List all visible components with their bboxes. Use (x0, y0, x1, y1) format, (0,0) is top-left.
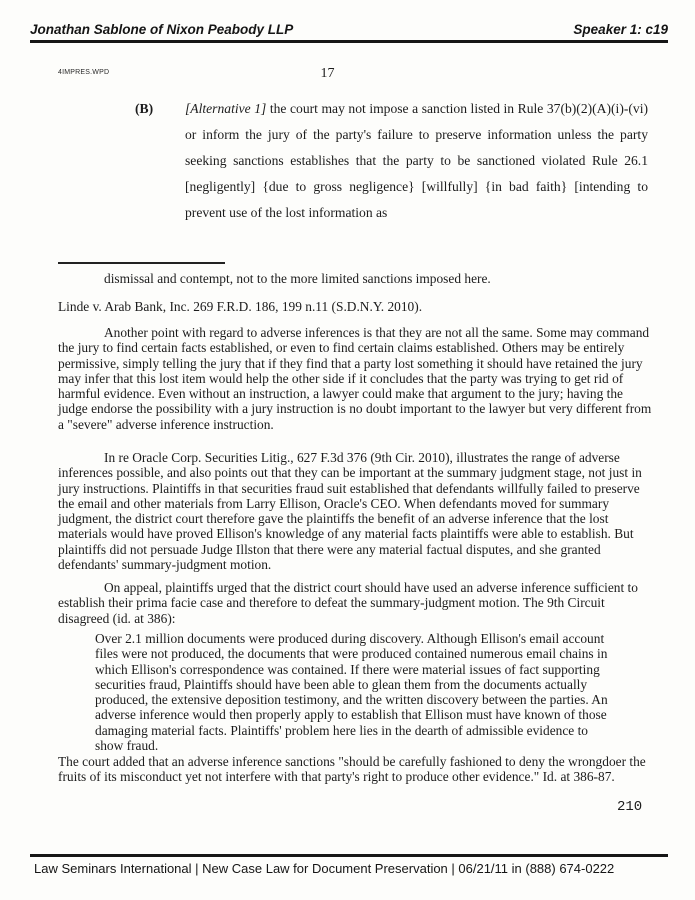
page-footer: Law Seminars International | New Case Law for Document Preservation | 06/21/11 in (888) 674-0222 (34, 861, 615, 876)
footnote-separator (58, 262, 225, 264)
document-stamp: 4IMPRES.WPD (58, 69, 110, 76)
block-quote: Over 2.1 million documents were produced during discovery. Although Ellison's email account files were not produced, the documents that were produced contained numerous email chains in which Ellison's correspondence was contained. If there were material issues of fact supporting securities fraud, Plaintiffs should have been able to glean them from the documents actually produced, the extensive deposition testimony, and the written discovery between the parties. An adverse inference would then properly apply to establish that Ellison must have known of those damaging material facts. Plaintiffs' problem here lies in the dearth of admissible evidence to show fraud. (95, 631, 608, 754)
body-paragraph-3: On appeal, plaintiffs urged that the district court should have used an adverse inference sufficient to establish their prima facie case and therefore to defeat the summary-judgment motion. The 9th Circuit disagreed (id. at 386): (58, 580, 638, 626)
body-paragraph-2: In re Oracle Corp. Securities Litig., 627 F.3d 376 (9th Cir. 2010), illustrates the range of adverse inferences possible, and also points out that they can be important at the summary judgment stage, not just in jury instructions. Plaintiffs in that securities fraud suit established that defendants willfully failed to preserve the email and other materials from Larry Ellison, Oracle's CEO. When defendants moved for summary judgment, the district court therefore gave the plaintiffs the benefit of an adverse inference that the lost materials would have proved Ellison's knowledge of any material facts plaintiffs were able to establish. But plaintiffs did not persuade Judge Illston that there were any material factual disputes, and she granted defendants' summary-judgment motion. (58, 450, 642, 573)
page-number-top: 17 (320, 66, 335, 81)
outline-lead-italic: [Alternative 1] (185, 101, 267, 116)
outline-text: the court may not impose a sanction listed in Rule 37(b)(2)(A)(i)-(vi) or inform the jury of the party's failure to preserve information unless the party seeking sanctions establishes that the party to be sanctioned violated Rule 26.1 [negligently] {due to gross negligence} [willfully] {in bad faith} [intending to prevent use of the lost information as (185, 101, 649, 220)
header-divider (30, 40, 668, 43)
footnote-text: dismissal and contempt, not to the more limited sanctions imposed here. (104, 271, 491, 286)
page-header (30, 22, 668, 37)
closing-paragraph: The court added that an adverse inference sanctions "should be carefully fashioned to deny the wrongdoer the fruits of its misconduct yet not interfere with that party's right to produce other evidence." Id. at 386-87. (58, 754, 646, 785)
outline-body (185, 96, 648, 226)
header-speaker-label: Speaker 1: c19 (573, 22, 668, 37)
footer-divider (30, 854, 668, 857)
outline-item-b (135, 96, 648, 226)
footnote-citation: Linde v. Arab Bank, Inc. 269 F.R.D. 186, 199 n.11 (S.D.N.Y. 2010). (58, 299, 423, 314)
header-author: Jonathan Sablone of Nixon Peabody LLP (30, 22, 294, 37)
outline-label: (B) (135, 101, 154, 116)
body-paragraph-1: Another point with regard to adverse inferences is that they are not all the same. Some may command the jury to find certain facts established, or even to find certain claims established. Others may be entirely permissive, simply telling the jury that if they find that a party lost something it should have retained the jury may infer that this lost item would help the other side if it concludes that the party was trying to get rid of harmful evidence. Even without an instruction, a lawyer could make that argument to the jury; having the judge endorse the possibility with a jury instruction is no doubt important to the lawyer but very different from a "severe" adverse inference instruction. (58, 325, 652, 432)
page-number-bottom: 210 (617, 799, 643, 815)
